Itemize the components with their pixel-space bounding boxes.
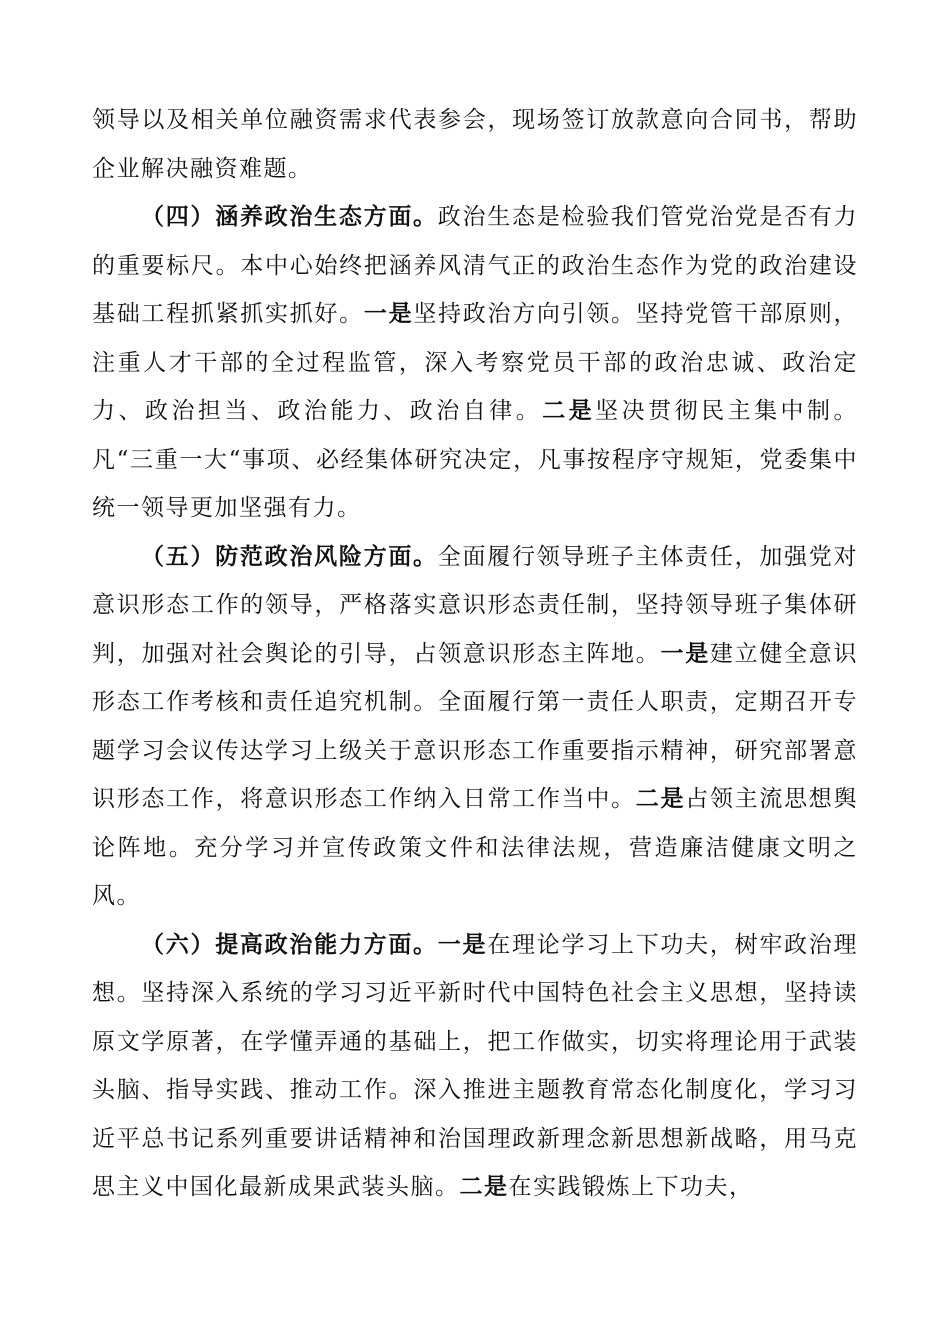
paragraph-financing xyxy=(92,96,858,193)
paragraph-political-capacity xyxy=(92,921,858,1212)
paragraph-text: 在实践锻炼上下功夫， xyxy=(508,1174,754,1200)
point-marker-2: 二是 xyxy=(542,398,596,424)
section-heading-4: （四）涵养政治生态方面。 xyxy=(141,204,438,230)
point-marker-2: 二是 xyxy=(459,1174,509,1200)
point-marker-1: 一是 xyxy=(363,301,414,327)
section-heading-5: （五）防范政治风险方面。 xyxy=(141,543,438,570)
point-marker-2: 二是 xyxy=(635,786,686,812)
paragraph-text: 政治生态是检验我们管党治党是否有力的重要标尺。本中心始终把涵养风清气正的政治生态作为党的政治建设基础工程抓紧抓实抓好。 xyxy=(92,204,859,327)
paragraph-text: 领导以及相关单位融资需求代表参会，现场签订放款意向合同书，帮助企业解决融资难题。 xyxy=(92,107,858,182)
section-heading-6: （六）提高政治能力方面。 xyxy=(141,931,438,958)
point-marker-1: 一是 xyxy=(437,931,488,958)
point-marker-1: 一是 xyxy=(660,640,710,667)
document-page xyxy=(92,96,858,1212)
paragraph-political-risk xyxy=(92,533,858,921)
paragraph-text: 占领主流思想舆论阵地。充分学习并宣传政策文件和法律法规，营造廉洁健康文明之风。 xyxy=(92,786,859,909)
paragraph-text: 坚持政治方向引领。坚持党管干部原则，注重人才干部的全过程监管，深入考察党员干部的政治忠诚、政治定力、政治担当、政治能力、政治自律。 xyxy=(92,301,859,424)
paragraph-text: 坚决贯彻民主集中制。凡“三重一大“事项、必经集体研究决定，凡事按程序守规矩，党委集中统一领导更加坚强有力。 xyxy=(92,398,859,521)
paragraph-political-ecology xyxy=(92,193,858,533)
paragraph-text: 全面履行领导班子主体责任，加强党对意识形态工作的领导，严格落实意识形态责任制，坚持领导班子集体研判，加强对社会舆论的引导，占领意识形态主阵地。 xyxy=(92,543,859,667)
paragraph-text: 建立健全意识形态工作考核和责任追究机制。全面履行第一责任人职责，定期召开专题学习会议传达学习上级关于意识形态工作重要指示精神，研究部署意识形态工作，将意识形态工作纳入日常工作当中。 xyxy=(92,640,859,812)
paragraph-text: 在理论学习上下功夫，树牢政治理想。坚持深入系统的学习习近平新时代中国特色社会主义思想，坚持读原文学原著，在学懂弄通的基础上，把工作做实，切实将理论用于武装头脑、指导实践、推动工作。深入推进主题教育常态化制度化，学习习近平总书记系列重要讲话精神和治国理政新理念新思想新战略，用马克思主义中国化最新成果武装头脑。 xyxy=(92,931,859,1200)
